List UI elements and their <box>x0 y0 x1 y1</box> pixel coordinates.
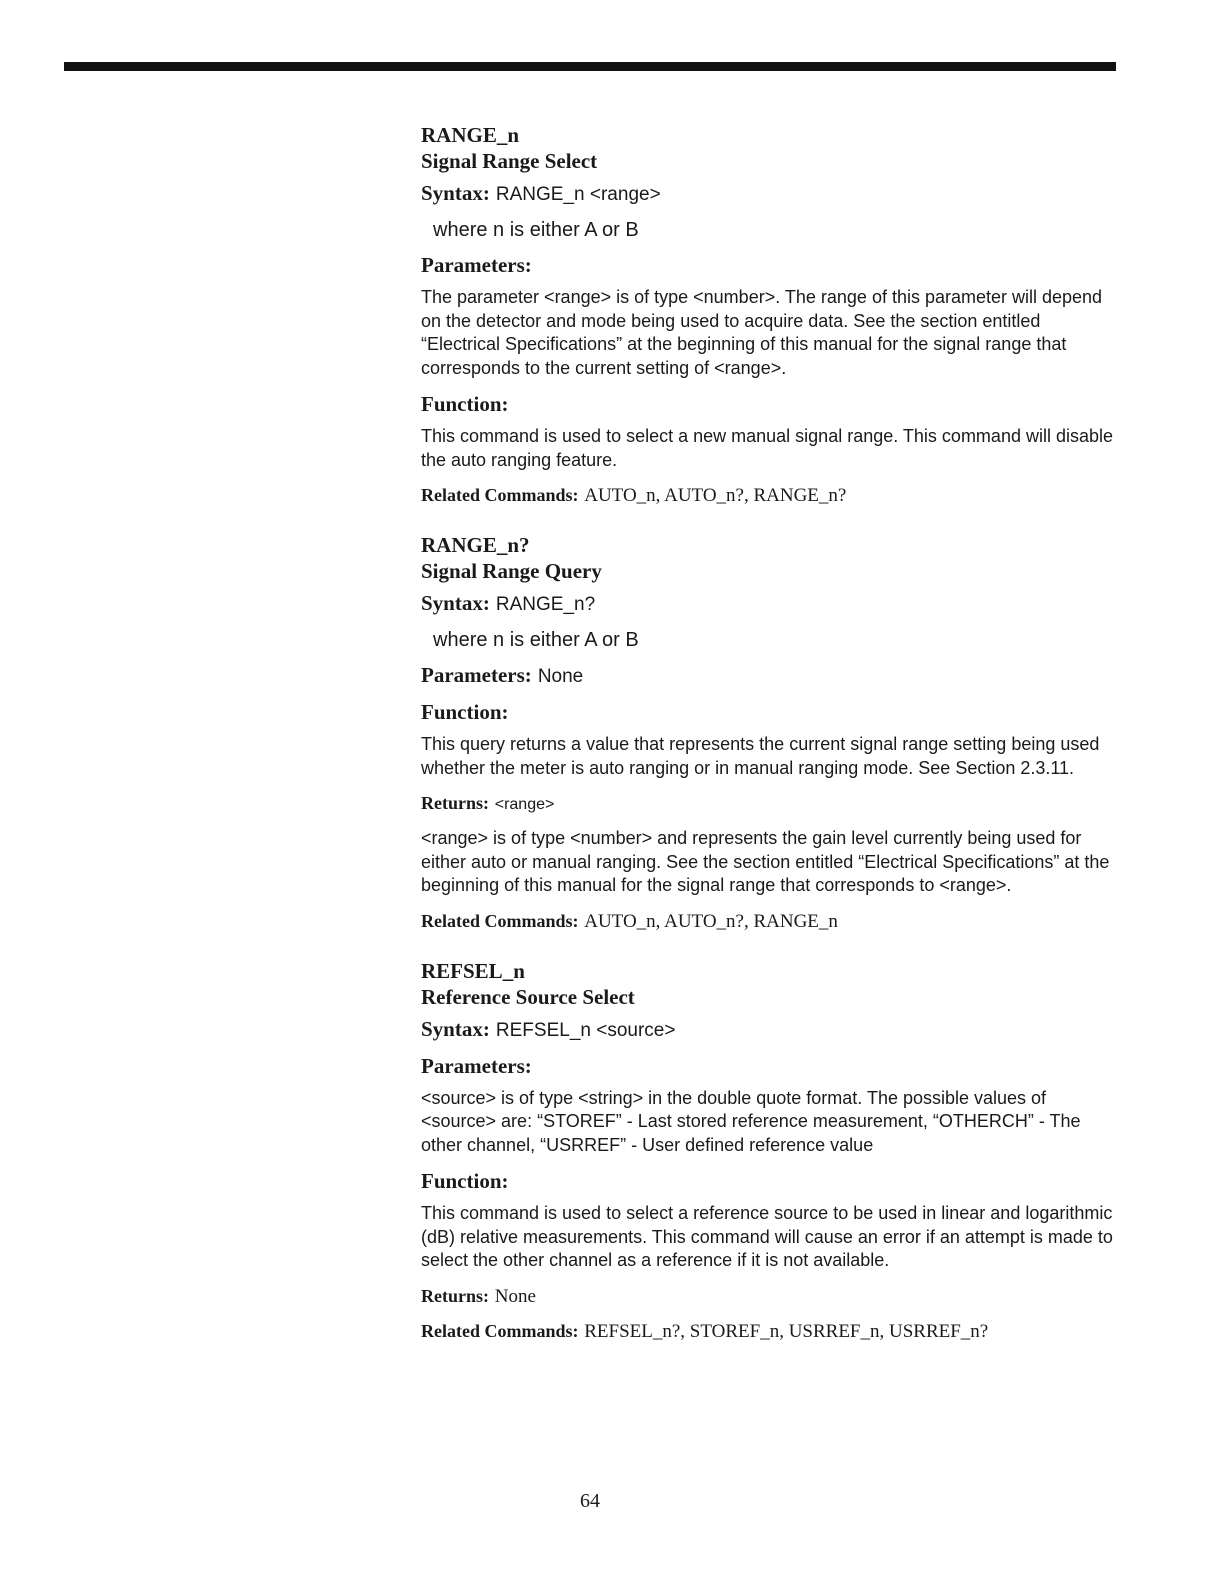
syntax-label: Syntax: <box>421 591 490 615</box>
syntax-line <box>421 180 1115 208</box>
function-heading: Function: <box>421 1169 509 1193</box>
returns-value: None <box>494 1285 536 1307</box>
related-commands-value: AUTO_n, AUTO_n?, RANGE_n <box>584 910 838 932</box>
command-block-range-n <box>421 122 1115 508</box>
parameters-value: None <box>537 666 584 687</box>
where-note: where n is either A or B <box>433 219 639 241</box>
related-commands <box>421 483 1115 508</box>
related-commands-label: Related Commands: <box>421 1320 579 1341</box>
parameters-label: Parameters: <box>421 663 532 687</box>
where-note: where n is either A or B <box>433 629 639 651</box>
syntax-label: Syntax: <box>421 181 490 205</box>
top-rule <box>64 62 1116 71</box>
command-block-range-n-query <box>421 532 1115 934</box>
returns-line <box>421 791 1115 817</box>
command-name: REFSEL_n <box>421 958 525 983</box>
command-title: Reference Source Select <box>421 984 635 1009</box>
page-content <box>421 122 1115 1344</box>
function-text: This command is used to select a reference source to be used in linear and logarithmic (dB) relative measurements. This command will cause an error if an attempt is made to select the other channel as a reference if it is not available. <box>421 1203 1113 1270</box>
syntax-line <box>421 590 1115 618</box>
parameters-heading: Parameters: <box>421 253 532 277</box>
function-text: This query returns a value that represents the current signal range setting being used whether the meter is auto ranging or in manual ranging mode. See Section 2.3.11. <box>421 734 1100 778</box>
syntax-value: RANGE_n? <box>495 594 596 615</box>
function-heading: Function: <box>421 392 509 416</box>
returns-text: <range> is of type <number> and represents the gain level currently being used for either auto or manual ranging. See the section entitled “Electrical Specifications” at the beginning of this manual for the signal range that corresponds to <range>. <box>421 828 1110 895</box>
related-commands-value: AUTO_n, AUTO_n?, RANGE_n? <box>584 485 847 506</box>
returns-line <box>421 1284 1115 1309</box>
parameters-line <box>421 662 1115 690</box>
page-number: 64 <box>580 1490 600 1512</box>
syntax-value: REFSEL_n <source> <box>495 1019 676 1041</box>
related-commands-value: REFSEL_n?, STOREF_n, USRREF_n, USRREF_n? <box>584 1320 989 1342</box>
syntax-label: Syntax: <box>421 1016 490 1041</box>
command-title: Signal Range Query <box>421 559 602 583</box>
parameters-text: <source> is of type <string> in the double quote format. The possible values of <source> are: “STOREF” - Last stored reference measurement, “OTHERCH” - The other channel, “USRREF” - User defined reference value <box>421 1087 1081 1155</box>
command-name: RANGE_n <box>421 123 520 147</box>
related-commands <box>421 1319 1115 1344</box>
parameters-text: The parameter <range> is of type <number>. The range of this parameter will depend on the detector and mode being used to acquire data. See the section entitled “Electrical Specifications” at the beginning of this manual for the signal range that corresponds to the current setting of <range>. <box>421 287 1103 378</box>
parameters-heading: Parameters: <box>421 1053 532 1078</box>
command-block-refsel-n <box>421 958 1115 1344</box>
returns-label: Returns: <box>421 1285 489 1306</box>
syntax-line <box>421 1016 1115 1044</box>
function-heading: Function: <box>421 700 509 724</box>
returns-value: <range> <box>494 796 555 813</box>
related-commands-label: Related Commands: <box>421 910 579 931</box>
related-commands <box>421 909 1115 934</box>
command-name: RANGE_n? <box>421 533 530 557</box>
function-text: This command is used to select a new manual signal range. This command will disable the auto ranging feature. <box>421 426 1113 470</box>
command-title: Signal Range Select <box>421 149 598 173</box>
returns-label: Returns: <box>421 793 489 813</box>
syntax-value: RANGE_n <range> <box>495 184 661 205</box>
related-commands-label: Related Commands: <box>421 485 579 505</box>
